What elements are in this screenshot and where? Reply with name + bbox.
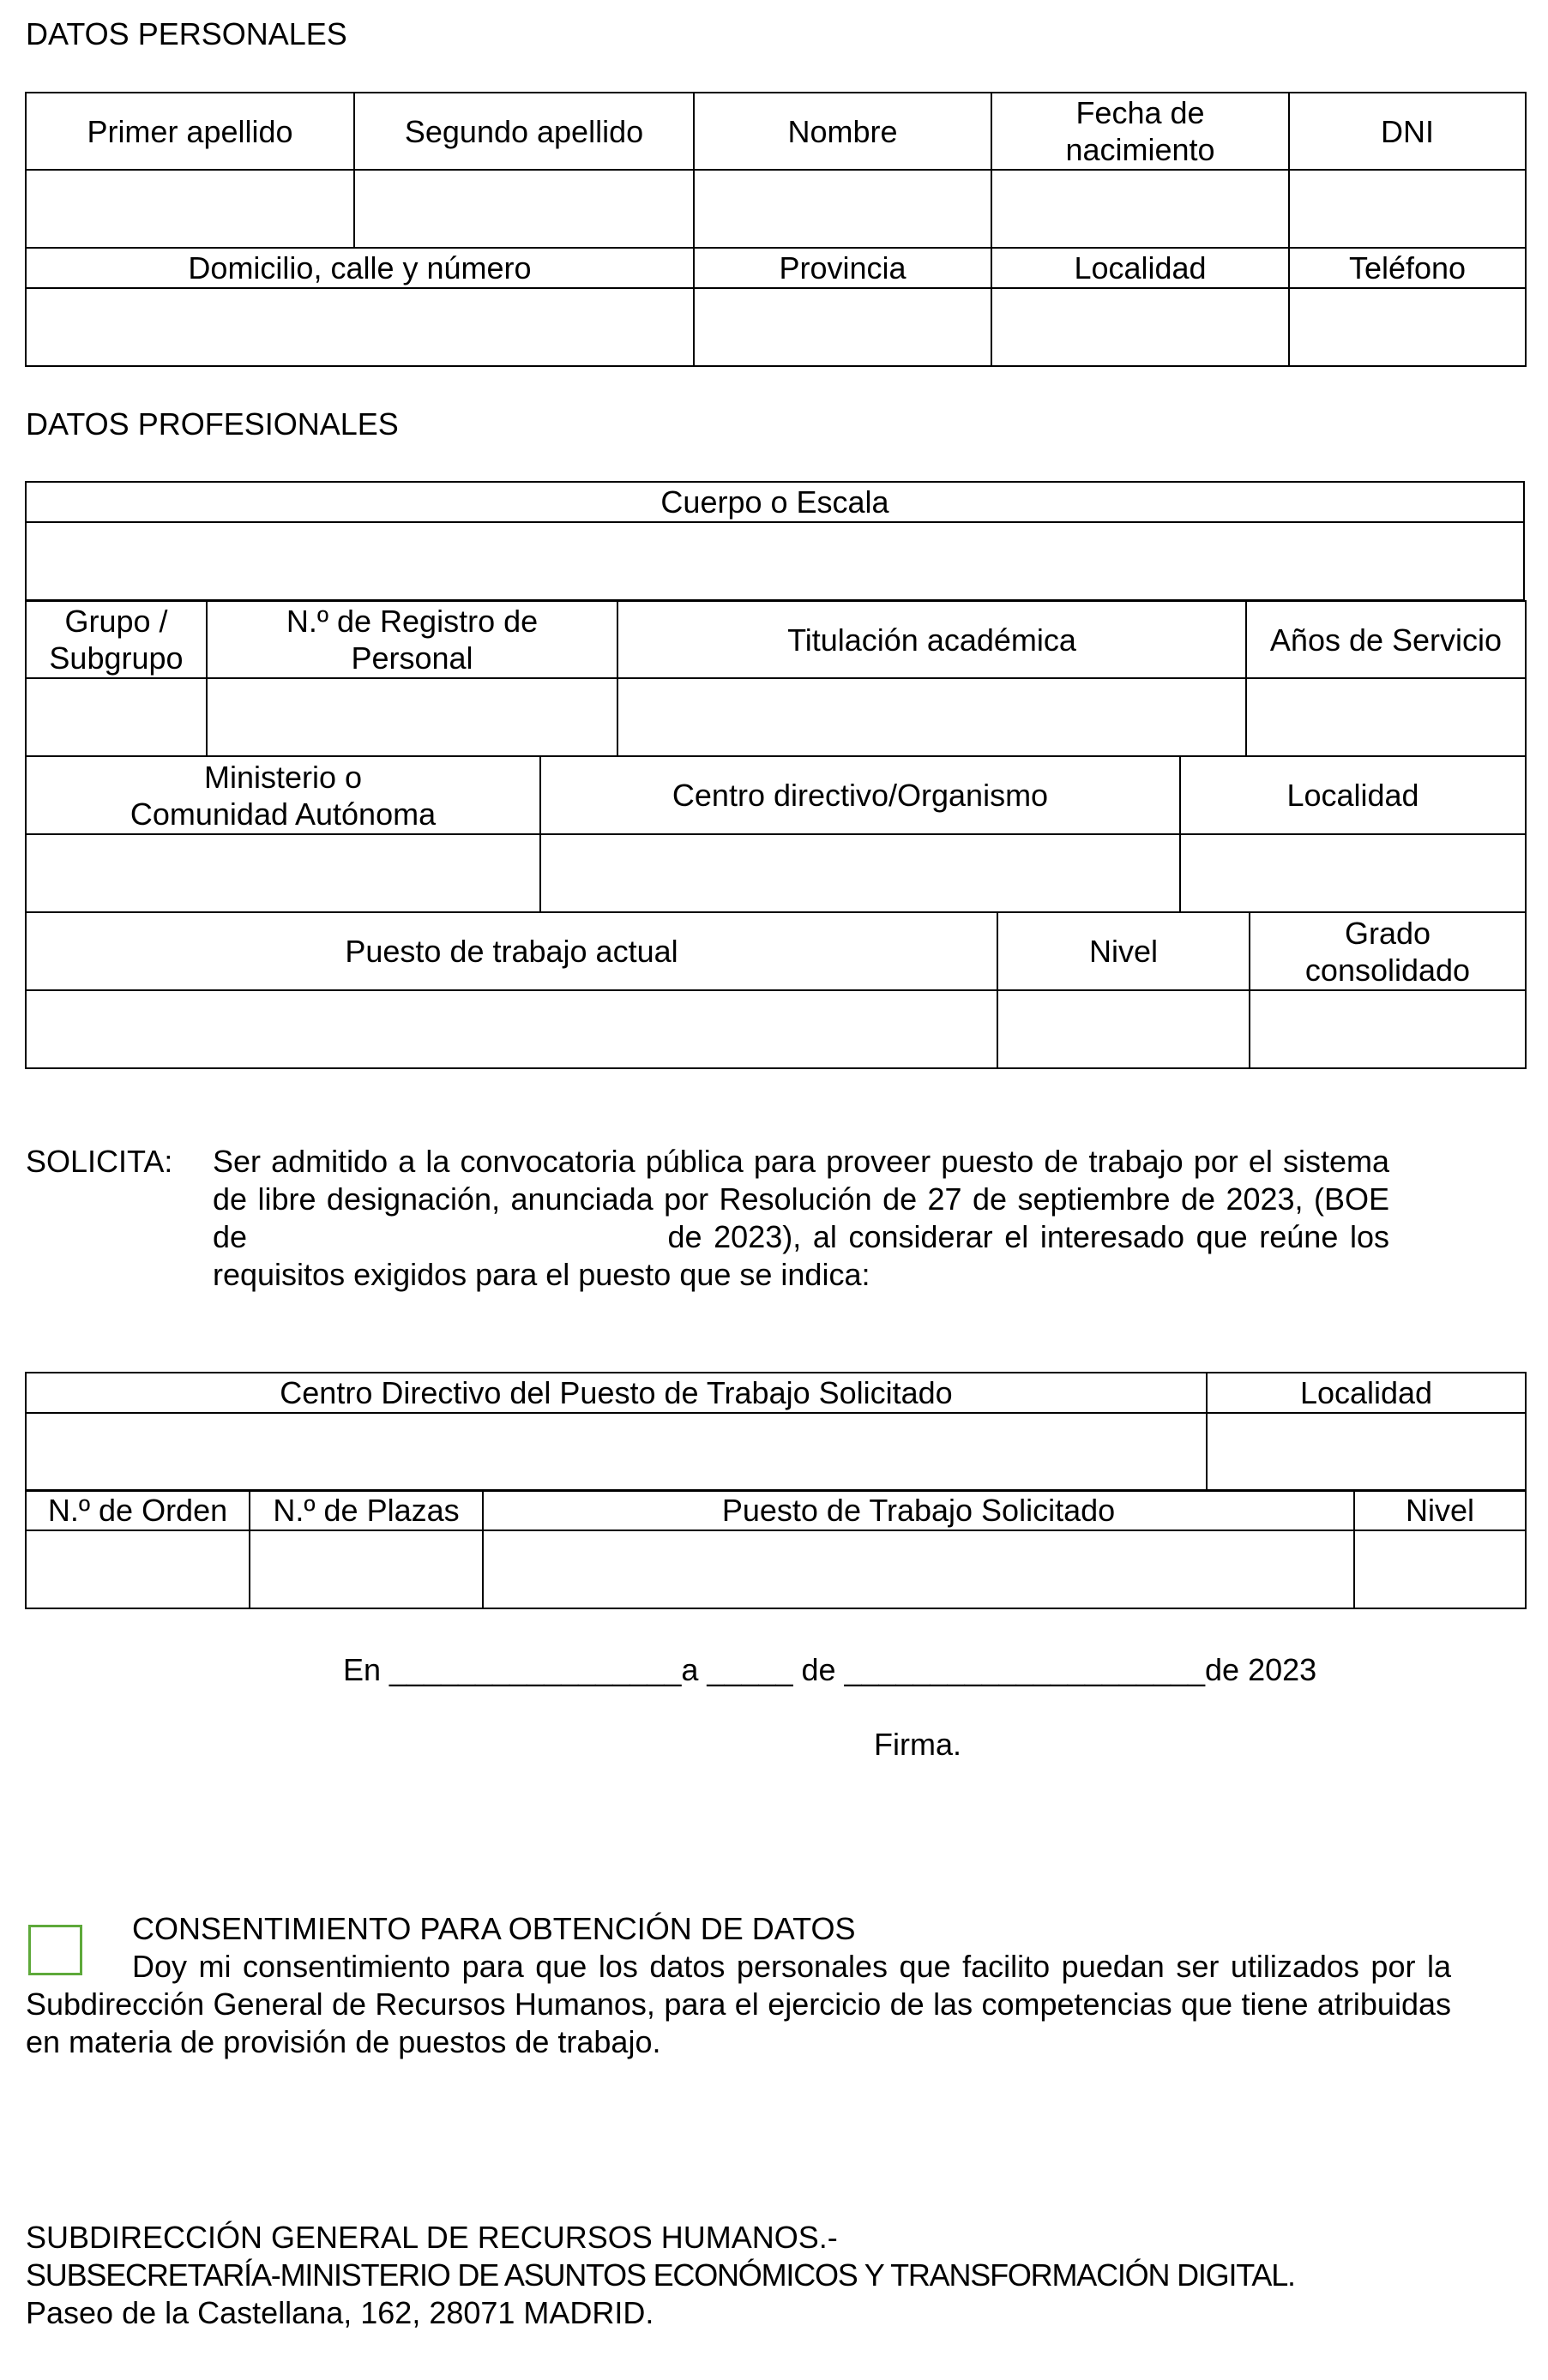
ministerio-field[interactable] — [26, 834, 540, 912]
provincia-field[interactable] — [694, 288, 991, 366]
personal-data-heading: DATOS PERSONALES — [26, 16, 347, 51]
grado-consolidado-field[interactable] — [1250, 990, 1526, 1068]
nivel-field[interactable] — [997, 990, 1250, 1068]
fecha-nacimiento-label: Fecha de nacimiento — [991, 93, 1289, 170]
plazas-label: N.º de Plazas — [250, 1490, 483, 1530]
localidad-label: Localidad — [991, 248, 1289, 288]
domicilio-label: Domicilio, calle y número — [26, 248, 694, 288]
fecha-nacimiento-field[interactable] — [991, 170, 1289, 248]
consent-title: CONSENTIMIENTO PARA OBTENCIÓN DE DATOS — [132, 1911, 856, 1946]
dni-field[interactable] — [1289, 170, 1526, 248]
nombre-label: Nombre — [694, 93, 991, 170]
grado-consolidado-label: Grado consolidado — [1250, 912, 1526, 990]
localidad-prof-label: Localidad — [1180, 756, 1526, 834]
primer-apellido-field[interactable] — [26, 170, 354, 248]
plazas-field[interactable] — [250, 1530, 483, 1608]
puesto-solicitado-label: Puesto de Trabajo Solicitado — [483, 1490, 1354, 1530]
ministerio-table — [25, 755, 1527, 913]
anos-servicio-field[interactable] — [1246, 678, 1526, 756]
requested-center-table — [25, 1372, 1527, 1492]
nivel-solicitado-label: Nivel — [1354, 1490, 1526, 1530]
consent-block — [26, 1910, 1451, 2061]
personal-data-table — [25, 92, 1527, 367]
footer-address — [26, 2219, 1295, 2332]
grupo-label: Grupo / Subgrupo — [26, 601, 207, 678]
puesto-actual-label: Puesto de trabajo actual — [26, 912, 997, 990]
segundo-apellido-field[interactable] — [354, 170, 694, 248]
cuerpo-escala-field[interactable] — [26, 522, 1524, 600]
domicilio-field[interactable] — [26, 288, 694, 366]
dni-label: DNI — [1289, 93, 1526, 170]
footer-line-2: SUBSECRETARÍA-MINISTERIO DE ASUNTOS ECONÓMICOS Y TRANSFORMACIÓN DIGITAL. — [26, 2257, 1295, 2293]
solicita-text: Ser admitido a la convocatoria pública para proveer puesto de trabajo por el sistema de libre designación, anunciada por Resolución de 27 de septiembre de 2023, (BOE de de 2023), al considerar el interesado que reúne los requisitos exigidos para el puesto que se indica: — [213, 1144, 1399, 1292]
requested-post-table — [25, 1489, 1527, 1609]
grupo-field[interactable] — [26, 678, 207, 756]
ministerio-label: Ministerio o Comunidad Autónoma — [26, 756, 540, 834]
puesto-actual-field[interactable] — [26, 990, 997, 1068]
registro-personal-field[interactable] — [207, 678, 617, 756]
telefono-label: Teléfono — [1289, 248, 1526, 288]
cuerpo-escala-label: Cuerpo o Escala — [26, 482, 1524, 522]
centro-directivo-label: Centro directivo/Organismo — [540, 756, 1180, 834]
anos-servicio-label: Años de Servicio — [1246, 601, 1526, 678]
professional-data-heading: DATOS PROFESIONALES — [26, 406, 399, 442]
puesto-solicitado-field[interactable] — [483, 1530, 1354, 1608]
solicita-label: SOLICITA: — [26, 1144, 173, 1179]
localidad-solicitada-field[interactable] — [1207, 1413, 1526, 1491]
segundo-apellido-label: Segundo apellido — [354, 93, 694, 170]
titulacion-field[interactable] — [617, 678, 1246, 756]
puesto-actual-table — [25, 911, 1527, 1069]
registro-personal-label: N.º de Registro de Personal — [207, 601, 617, 678]
nivel-solicitado-field[interactable] — [1354, 1530, 1526, 1608]
orden-field[interactable] — [26, 1530, 250, 1608]
signature-label: Firma. — [874, 1727, 961, 1762]
orden-label: N.º de Orden — [26, 1490, 250, 1530]
primer-apellido-label: Primer apellido — [26, 93, 354, 170]
centro-solicitado-field[interactable] — [26, 1413, 1207, 1491]
titulacion-label: Titulación académica — [617, 601, 1246, 678]
date-line: En _________________a _____ de _____________________de 2023 — [343, 1652, 1317, 1687]
cuerpo-table — [25, 481, 1525, 601]
provincia-label: Provincia — [694, 248, 991, 288]
centro-directivo-field[interactable] — [540, 834, 1180, 912]
centro-solicitado-label: Centro Directivo del Puesto de Trabajo Solicitado — [26, 1373, 1207, 1413]
nivel-label: Nivel — [997, 912, 1250, 990]
localidad-prof-field[interactable] — [1180, 834, 1526, 912]
footer-line-3: Paseo de la Castellana, 162, 28071 MADRID. — [26, 2295, 654, 2330]
consent-text: Doy mi consentimiento para que los datos personales que facilito puedan ser utilizados por la Subdirección General de Recursos Humanos, para el ejercicio de las competencias que tiene atribuidas en materia de provisión de puestos de trabajo. — [26, 1949, 1451, 2059]
footer-line-1: SUBDIRECCIÓN GENERAL DE RECURSOS HUMANOS.- — [26, 2220, 838, 2255]
nombre-field[interactable] — [694, 170, 991, 248]
localidad-field[interactable] — [991, 288, 1289, 366]
telefono-field[interactable] — [1289, 288, 1526, 366]
grupo-table — [25, 600, 1527, 757]
localidad-solicitada-label: Localidad — [1207, 1373, 1526, 1413]
